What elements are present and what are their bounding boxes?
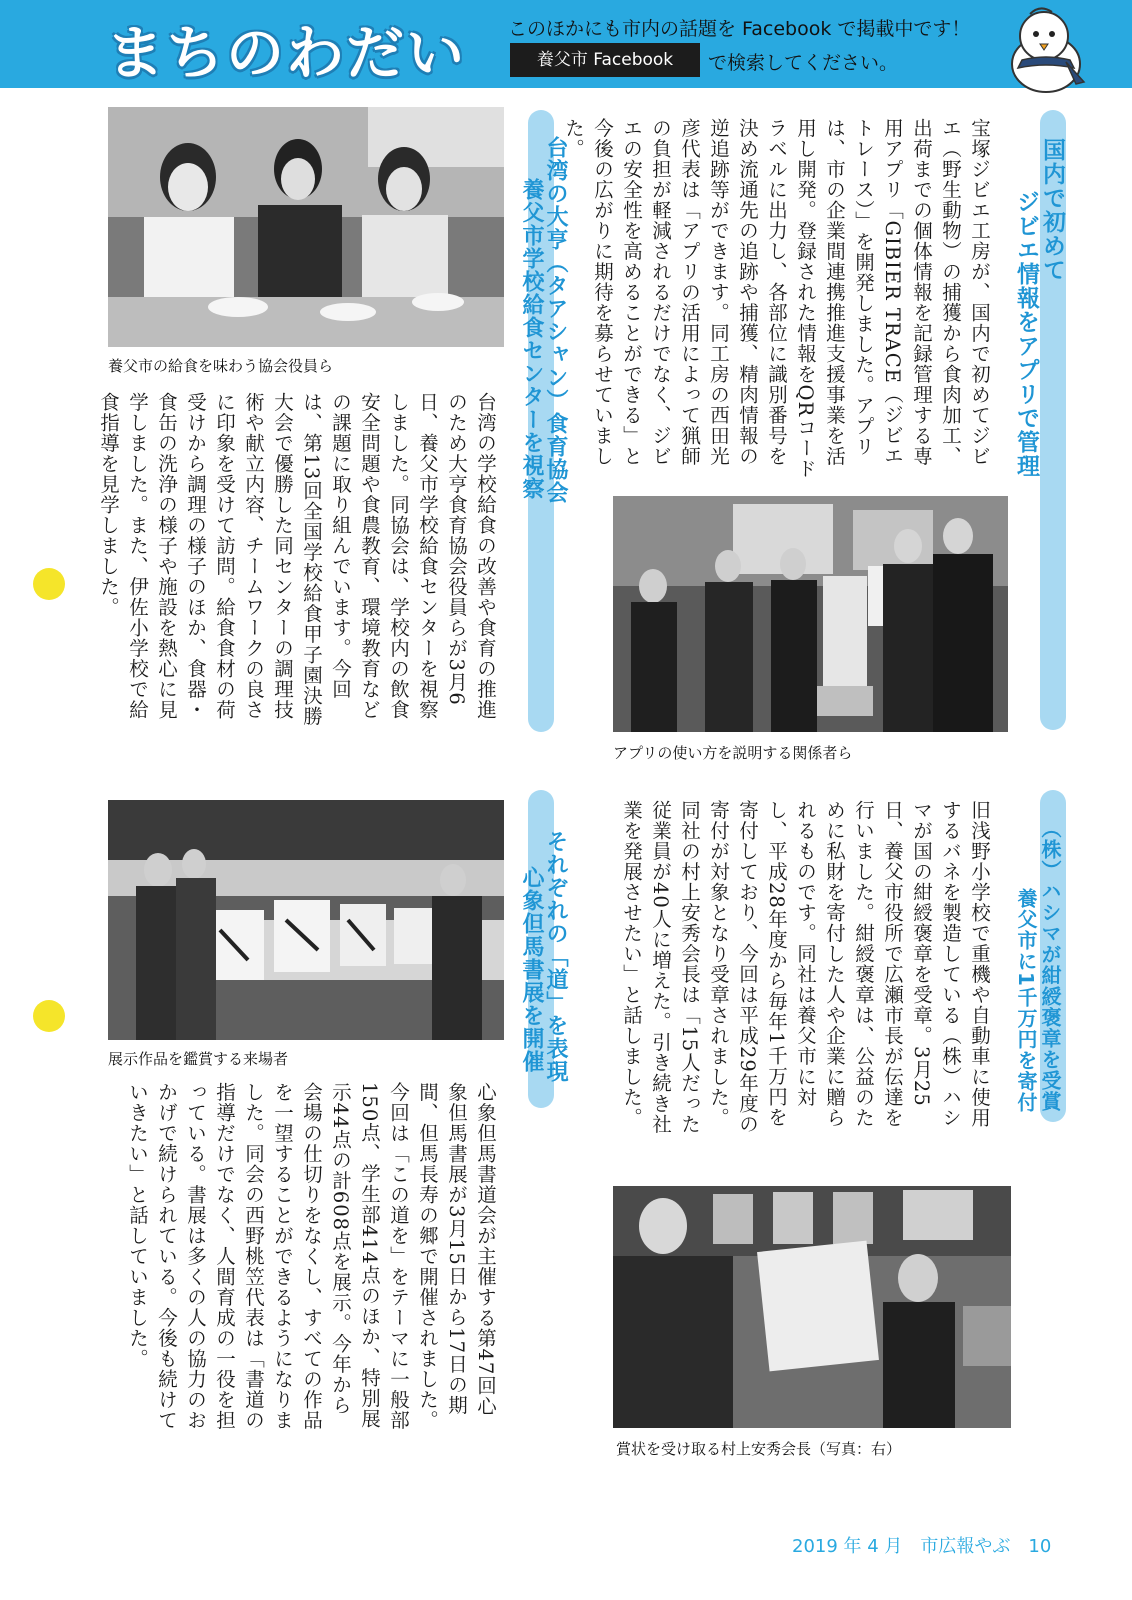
taiwan-title-line2: 養父市学校給食センターを視察 xyxy=(519,178,544,500)
shodo-title-line1: それぞれの「道」を表現 xyxy=(543,830,568,1083)
hashima-body: 旧浅野小学校で重機や自動車に使用するバネを製造している（株）ハシマが国の紺綬褒章を受章。3月25日、養父市役所で広瀬市長が伝達を行いました。紺綬褒章は、公益のために私財を寄付した人や企業に贈られるものです。同社は養父市に対し、平成28年度から毎年1千万円を寄付しており、今回は平成29年度の寄付が対象となり受章されました。同社の村上安秀会長は「15人だった従業員が40人に増えた。引き続き社業を発展させたい」と話しました。 xyxy=(620,800,991,1135)
shodo-photo-caption: 展示作品を鑑賞する来場者 xyxy=(108,1050,289,1068)
gibier-photo-illustration xyxy=(613,496,1008,732)
facebook-search-term: 養父市 Facebook xyxy=(510,43,700,77)
page-header xyxy=(0,0,1132,88)
shodo-body: 心象但馬書道会が主催する第47回心象但馬書展が3月15日から17日の期間、但馬長寿の郷で開催されました。今回は「この道を」をテーマに一般部150点、学生部414点のほか、特別展示44点の計608点を展示。今年から会場の仕切りをなくし、すべての作品を一望することができるようになりました。同会の西野桃笠代表は「書道の指導だけでなく、人間育成の一役を担っている。書展は多くの人の協力のおかげで続けられている。今後も続けていきたい」と話していました。 xyxy=(126,1082,497,1431)
hashima-photo-illustration xyxy=(613,1186,1011,1428)
hashima-title-line2: 養父市に1千万円を寄付 xyxy=(1014,888,1038,1113)
taiwan-photo-caption: 養父市の給食を味わう協会役員ら xyxy=(108,357,334,375)
decorative-dot-1 xyxy=(33,568,65,600)
hashima-photo xyxy=(613,1186,1011,1428)
gibier-photo-caption: アプリの使い方を説明する関係者ら xyxy=(613,744,853,762)
section-title: まちのわだい xyxy=(106,19,467,87)
taiwan-photo xyxy=(108,107,504,347)
issue-footer: 2019 年 4 月 市広報やぶ 10 xyxy=(792,1536,1052,1557)
gibier-title-line1: 国内で初めて xyxy=(1039,138,1065,282)
facebook-search-hint: で検索してください。 xyxy=(708,52,899,74)
decorative-dot-2 xyxy=(33,1000,65,1032)
taiwan-photo-illustration xyxy=(108,107,504,347)
shodo-title-line2: 心象但馬書展を開催 xyxy=(519,866,544,1073)
gibier-body: 宝塚ジビエ工房が、国内で初めてジビエ（野生動物）の捕獲から食肉加工、出荷までの個体情報を記録管理する専用アプリ「GIBIER TRACE（ジビエトレース）」を開発しました。アプリは、市の企業間連携推進支援事業を活用し開発。登録された情報をQRコードラベルに出力し、各部位に識別番号を決め流通先の追跡や捕獲、精肉情報の逆追跡等ができます。同工房の西田光彦代表は「アプリの活用によって猟師の負担が軽減されるだけでなく、ジビエの安全性を高めることができる」と今後の広がりに期待を募らせていました。 xyxy=(562,118,991,479)
hashima-title-line1: （株）ハシマが紺綬褒章を受賞 xyxy=(1038,818,1062,1112)
taiwan-body: 台湾の学校給食の改善や食育の推進のため大亨食育協会役員らが3月6日、養父市学校給食センターを視察しました。同協会は、学校内の飲食安全問題や食農教育、環境教育などの課題に取り組んでいます。今回は、第13回全国学校給食甲子園決勝大会で優勝した同センターの調理技術や献立内容、チームワークの良さに印象を受けて訪問。給食食材の荷受けから調理の様子のほか、食器・食缶の洗浄の様子や施設を熱心に見学しました。また、伊佐小学校で給食指導を見学しました。 xyxy=(97,392,497,727)
facebook-notice: このほかにも市内の話題を Facebook で掲載中です！ xyxy=(508,18,971,40)
hashima-photo-caption: 賞状を受け取る村上安秀会長（写真：右） xyxy=(616,1440,902,1458)
shodo-photo-illustration xyxy=(108,800,504,1040)
taiwan-title-line1: 台湾の大亨（タアシャン）食育協会 xyxy=(543,136,568,504)
shodo-photo xyxy=(108,800,504,1040)
mascot-icon xyxy=(1000,2,1092,92)
gibier-photo xyxy=(613,496,1008,732)
gibier-title-line2: ジビエ情報をアプリで管理 xyxy=(1013,190,1039,478)
